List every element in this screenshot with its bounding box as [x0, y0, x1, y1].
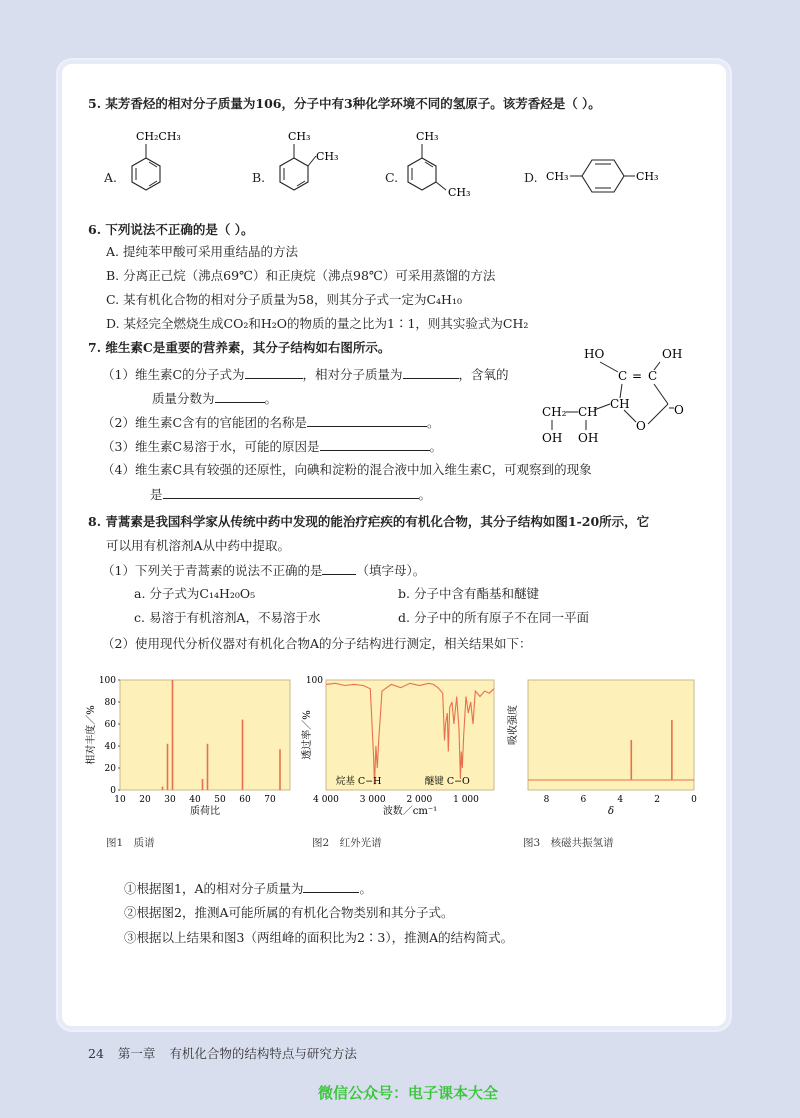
q7-blank-reason[interactable] — [320, 438, 430, 451]
ir-xtick-label: 3 000 — [359, 795, 386, 805]
caption-fig2: 图2 红外光谱 — [312, 837, 382, 849]
q8-stem-2: 可以用有机溶剂A从中药中提取。 — [106, 538, 291, 553]
q5-option-a[interactable]: A. — [104, 170, 118, 185]
q8-option-b[interactable]: b. 分子中含有酯基和醚键 — [398, 586, 539, 601]
q7-part4: （4）维生素C具有较强的还原性，向碘和淀粉的混合液中加入维生素C，可观察到的现象 — [102, 462, 592, 477]
nmr-xtick-label: 4 — [617, 795, 624, 805]
q5-option-d[interactable]: D. — [524, 170, 538, 185]
q6-option-d[interactable]: D. 某烃完全燃烧生成CO₂和H₂O的物质的量之比为1∶1，则其实验式为CH₂ — [106, 316, 529, 331]
vc-oh-right: OH — [662, 347, 683, 361]
ms-xlabel: 质荷比 — [190, 806, 220, 817]
ir-plot-area — [326, 680, 494, 790]
q5-structure-c — [398, 126, 488, 202]
vitamin-c-structure — [538, 340, 718, 452]
q5-structure-a — [124, 126, 204, 196]
q6-stem: 6. 下列说法不正确的是（ ）。 — [88, 222, 254, 237]
wechat-watermark: 微信公众号：电子课本大全 — [318, 1084, 499, 1102]
nmr-xtick-label: 0 — [691, 795, 697, 805]
vc-oh-2: OH — [578, 431, 599, 445]
q7-part1-cont: 质量分数为 。 — [152, 391, 278, 406]
ir-xlabel: 波数／cm⁻¹ — [382, 806, 438, 817]
ms-xtick-label: 70 — [264, 795, 276, 805]
ms-ytick-label: 20 — [104, 764, 116, 774]
chart-mass-spectrum — [84, 668, 296, 828]
q8-part2: （2）使用现代分析仪器对有机化合物A的分子结构进行测定，相关结果如下： — [102, 636, 532, 651]
ms-xtick-label: 40 — [189, 795, 201, 805]
q5d-group-right: CH₃ — [636, 170, 659, 183]
ir-xtick-label: 2 000 — [406, 795, 433, 805]
q5-structure-d — [544, 150, 664, 196]
q5-option-c[interactable]: C. — [385, 170, 399, 185]
q7-stem: 7. 维生素C是重要的营养素，其分子结构如右图所示。 — [88, 340, 391, 355]
nmr-ylabel: 吸收强度 — [508, 705, 519, 745]
ms-ytick-label: 40 — [104, 742, 116, 752]
vc-o-ring: O — [636, 419, 646, 433]
page-footer — [88, 1044, 357, 1062]
vc-ho-left: HO — [584, 347, 605, 361]
q8-blank-mass[interactable] — [303, 880, 359, 893]
vc-oh-1: OH — [542, 431, 563, 445]
vc-c-right: C — [648, 369, 658, 383]
ir-ytick-label: 100 — [305, 676, 323, 686]
vc-o-keto: O — [674, 403, 684, 417]
q8-part1: （1）下列关于青蒿素的说法不正确的是 （填字母）。 — [102, 563, 426, 578]
chapter-title: 有机化合物的结构特点与研究方法 — [169, 1046, 357, 1061]
ir-annotation-ch: 烷基 C−H — [335, 776, 382, 787]
q8-sub3: ③根据以上结果和图3（两组峰的面积比为2∶3），推测A的结构简式。 — [124, 930, 514, 945]
q6-option-a[interactable]: A. 提纯苯甲酸可采用重结晶的方法 — [106, 244, 298, 259]
vc-c-left: C — [618, 369, 628, 383]
q8-sub2: ②根据图2，推测A可能所属的有机化合物类别和其分子式。 — [124, 905, 454, 920]
q7-part1: （1）维生素C的分子式为 ，相对分子质量为 ，含氧的 — [102, 367, 509, 382]
chart-nmr-spectrum — [506, 668, 706, 828]
caption-fig1: 图1 质谱 — [106, 837, 155, 849]
ir-annotation-co: 醚键 C−O — [424, 776, 470, 787]
ms-xtick-label: 20 — [139, 795, 151, 805]
nmr-xtick-label: 8 — [543, 795, 550, 805]
q5b-group-side: CH₃ — [316, 150, 339, 163]
ms-ytick-label: 0 — [110, 786, 116, 796]
nmr-plot-area — [528, 680, 694, 790]
q8-option-d[interactable]: d. 分子中的所有原子不在同一平面 — [398, 610, 589, 625]
vc-double-bond: = — [632, 369, 643, 383]
vc-ch-ring: CH — [610, 397, 630, 411]
ms-xtick-label: 10 — [114, 795, 126, 805]
q5-stem: 5. 某芳香烃的相对分子质量为106，分子中有3种化学环境不同的氢原子。该芳香烃是（ ）。 — [88, 96, 601, 111]
ms-xtick-label: 50 — [214, 795, 226, 805]
ms-xtick-label: 30 — [164, 795, 176, 805]
q7-part2: （2）维生素C含有的官能团的名称是 。 — [102, 415, 440, 430]
ms-ytick-label: 80 — [104, 698, 116, 708]
vc-ch-side: CH — [578, 405, 598, 419]
q8-option-c[interactable]: c. 易溶于有机溶剂A，不易溶于水 — [134, 610, 321, 625]
q8-sub1: ①根据图1，A的相对分子质量为 。 — [124, 881, 372, 896]
q7-blank-mass[interactable] — [403, 366, 459, 379]
q7-blank-formula[interactable] — [245, 366, 303, 379]
ir-ylabel: 透过率／% — [302, 710, 313, 760]
q8-stem-1: 8. 青蒿素是我国科学家从传统中药中发现的能治疗疟疾的有机化合物，其分子结构如图1-20所示，它 — [88, 514, 650, 529]
q7-blank-groups[interactable] — [307, 414, 427, 427]
q5a-group: CH₂CH₃ — [136, 130, 181, 143]
ir-xtick-label: 1 000 — [453, 795, 479, 805]
ms-ylabel: 相对丰度／% — [86, 705, 97, 765]
nmr-xtick-label: 2 — [654, 795, 660, 805]
q5d-group-left: CH₃ — [546, 170, 569, 183]
q5b-group-top: CH₃ — [288, 130, 311, 143]
q5-structure-b — [266, 126, 356, 196]
chapter-label: 第一章 — [117, 1046, 156, 1061]
q8-option-a[interactable]: a. 分子式为C₁₄H₂₀O₅ — [134, 586, 256, 601]
q7-blank-phenomenon[interactable] — [163, 486, 419, 499]
vc-ch2: CH₂ — [542, 405, 567, 419]
chart-ir-spectrum — [300, 668, 500, 828]
q8-blank-letter[interactable] — [322, 562, 356, 575]
ms-ytick-label: 100 — [98, 676, 116, 686]
q6-option-c[interactable]: C. 某有机化合物的相对分子质量为58，则其分子式一定为C₄H₁₀ — [106, 292, 462, 307]
q6-option-b[interactable]: B. 分离正己烷（沸点69℃）和正庚烷（沸点98℃）可采用蒸馏的方法 — [106, 268, 496, 283]
ir-xtick-label: 4 000 — [313, 795, 339, 805]
ms-xtick-label: 60 — [239, 795, 251, 805]
nmr-xlabel: δ — [607, 806, 615, 817]
q7-part4-cont: 是 。 — [150, 487, 432, 502]
q5c-group-bottom: CH₃ — [448, 186, 471, 199]
ms-ytick-label: 60 — [104, 720, 116, 730]
q7-part3: （3）维生素C易溶于水，可能的原因是 。 — [102, 439, 443, 454]
ms-plot-area — [120, 680, 290, 790]
q5c-group-top: CH₃ — [416, 130, 439, 143]
page-number: 24 — [88, 1046, 104, 1061]
q5-option-b[interactable]: B. — [252, 170, 266, 185]
nmr-xtick-label: 6 — [580, 795, 587, 805]
q7-blank-oxygen[interactable] — [215, 390, 265, 403]
caption-fig3: 图3 核磁共振氢谱 — [523, 837, 614, 849]
